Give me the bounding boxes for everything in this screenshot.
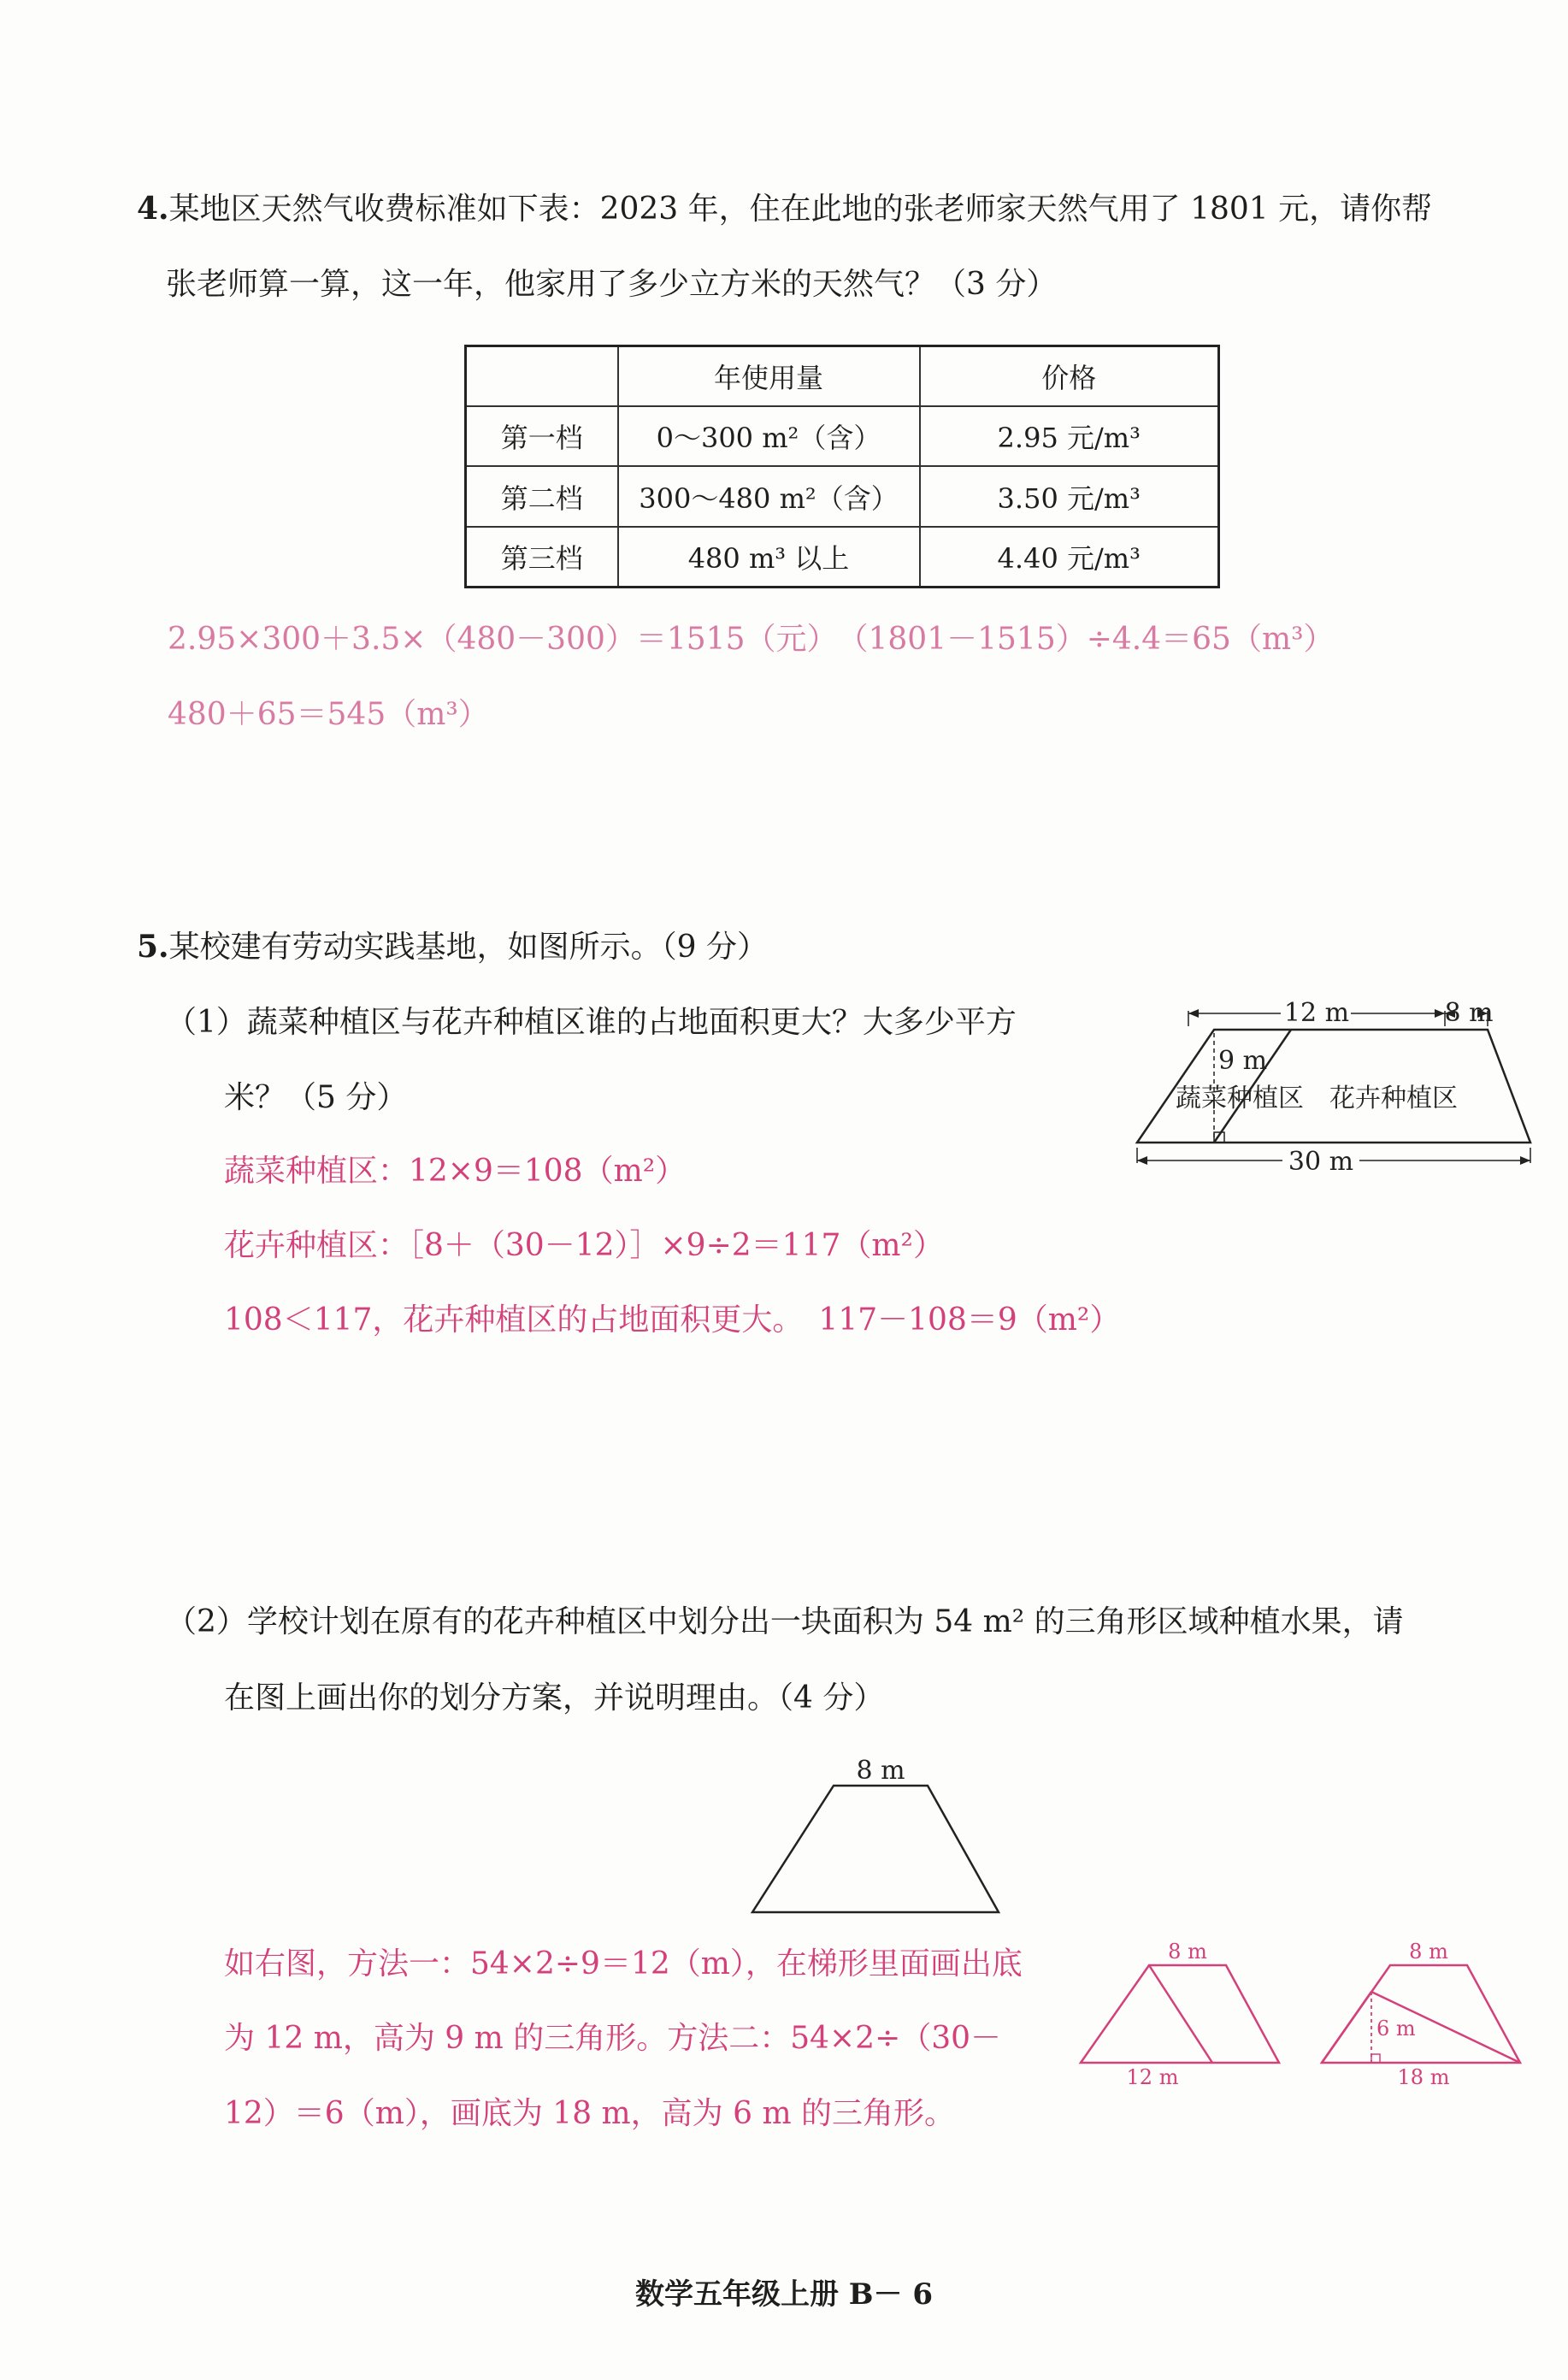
- fig-right-region-label: 花卉种植区: [1329, 1084, 1458, 1113]
- fig-b-bottom-label: 18 m: [1397, 2065, 1450, 2089]
- table-cell-tier: 第二档: [466, 466, 618, 526]
- table-cell-price: 2.95 元/m³: [920, 406, 1219, 466]
- table-row: [466, 527, 1219, 588]
- q4-line2: 张老师算一算，这一年，他家用了多少立方米的天然气？（3 分）: [166, 267, 1058, 302]
- q4-answer-2: 480＋65＝545（m³）: [168, 697, 489, 732]
- q5-part1-line1: （1）蔬菜种植区与花卉种植区谁的占地面积更大？大多少平方: [166, 1005, 1017, 1040]
- blank-trapezoid: [744, 1753, 1009, 1924]
- fee-table: [464, 345, 1220, 588]
- q5-title-line: [137, 928, 768, 966]
- q5-number: 5.: [137, 929, 169, 965]
- table-cell-usage: 0～300 m²（含）: [618, 406, 920, 466]
- q5-part1-line2: 米？（5 分）: [224, 1080, 408, 1115]
- base-figure: [1111, 992, 1539, 1189]
- fig-top-left-label: 12 m: [1283, 998, 1350, 1028]
- fig-a-bottom-label: 12 m: [1126, 2065, 1179, 2089]
- q5-part2-answer-2: 为 12 m，高为 9 m 的三角形。方法二：54×2÷（30－: [224, 2021, 1002, 2056]
- answer-figure-b: [1317, 1934, 1539, 2088]
- q4-number: 4.: [137, 191, 169, 227]
- q4-line1: [137, 190, 1432, 228]
- q5-part2-line1: （2）学校计划在原有的花卉种植区中划分出一块面积为 54 m² 的三角形区域种植水果，请: [166, 1604, 1404, 1639]
- fig-top-right-label: 8 m: [1444, 998, 1494, 1028]
- blank-trapezoid-top-label: 8 m: [856, 1756, 905, 1786]
- q4-text-1: 某地区天然气收费标准如下表：2023 年，住在此地的张老师家天然气用了 1801 元，请你帮: [168, 192, 1433, 227]
- table-row: [466, 406, 1219, 466]
- table-cell-usage: 300～480 m²（含）: [618, 466, 920, 526]
- table-header-cell: 价格: [920, 346, 1219, 407]
- table-header-row: [466, 346, 1219, 407]
- fig-height-label: 9 m: [1218, 1046, 1268, 1076]
- fig-b-top-label: 8 m: [1409, 1940, 1448, 1964]
- table-header-cell: 年使用量: [618, 346, 920, 407]
- fig-b-height-label: 6 m: [1376, 2017, 1416, 2040]
- q5-part2-answer-3: 12）＝6（m），画底为 18 m，高为 6 m 的三角形。: [224, 2096, 956, 2131]
- table-cell-tier: 第三档: [466, 527, 618, 588]
- fig-a-top-label: 8 m: [1168, 1940, 1207, 1964]
- table-cell-usage: 480 m³ 以上: [618, 527, 920, 588]
- fig-left-region-label: 蔬菜种植区: [1176, 1084, 1304, 1113]
- fig-bottom-label: 30 m: [1288, 1147, 1354, 1177]
- page-footer: 数学五年级上册 B－ 6: [634, 2277, 934, 2312]
- answer-figure-a: [1076, 1934, 1298, 2088]
- q5-part2-answer-1: 如右图，方法一：54×2÷9＝12（m），在梯形里面画出底: [224, 1946, 1023, 1981]
- table-cell-tier: 第一档: [466, 406, 618, 466]
- q5-part1-answer-2: 花卉种植区：［8＋（30－12）］×9÷2＝117（m²）: [224, 1228, 944, 1263]
- table-row: [466, 466, 1219, 526]
- table-cell-price: 4.40 元/m³: [920, 527, 1219, 588]
- q5-title: 某校建有劳动实践基地，如图所示。（9 分）: [168, 930, 768, 965]
- q5-part1-answer-3: 108＜117，花卉种植区的占地面积更大。 117－108＝9（m²）: [224, 1302, 1121, 1338]
- table-header-cell: [466, 346, 618, 407]
- q4-answer-1: 2.95×300＋3.5×（480－300）＝1515（元） （1801－1515）÷4.4＝65（m³）: [168, 622, 1335, 657]
- q5-part2-line2: 在图上画出你的划分方案，并说明理由。（4 分）: [224, 1680, 885, 1716]
- q5-part1-answer-1: 蔬菜种植区：12×9＝108（m²）: [224, 1154, 687, 1189]
- table-cell-price: 3.50 元/m³: [920, 466, 1219, 526]
